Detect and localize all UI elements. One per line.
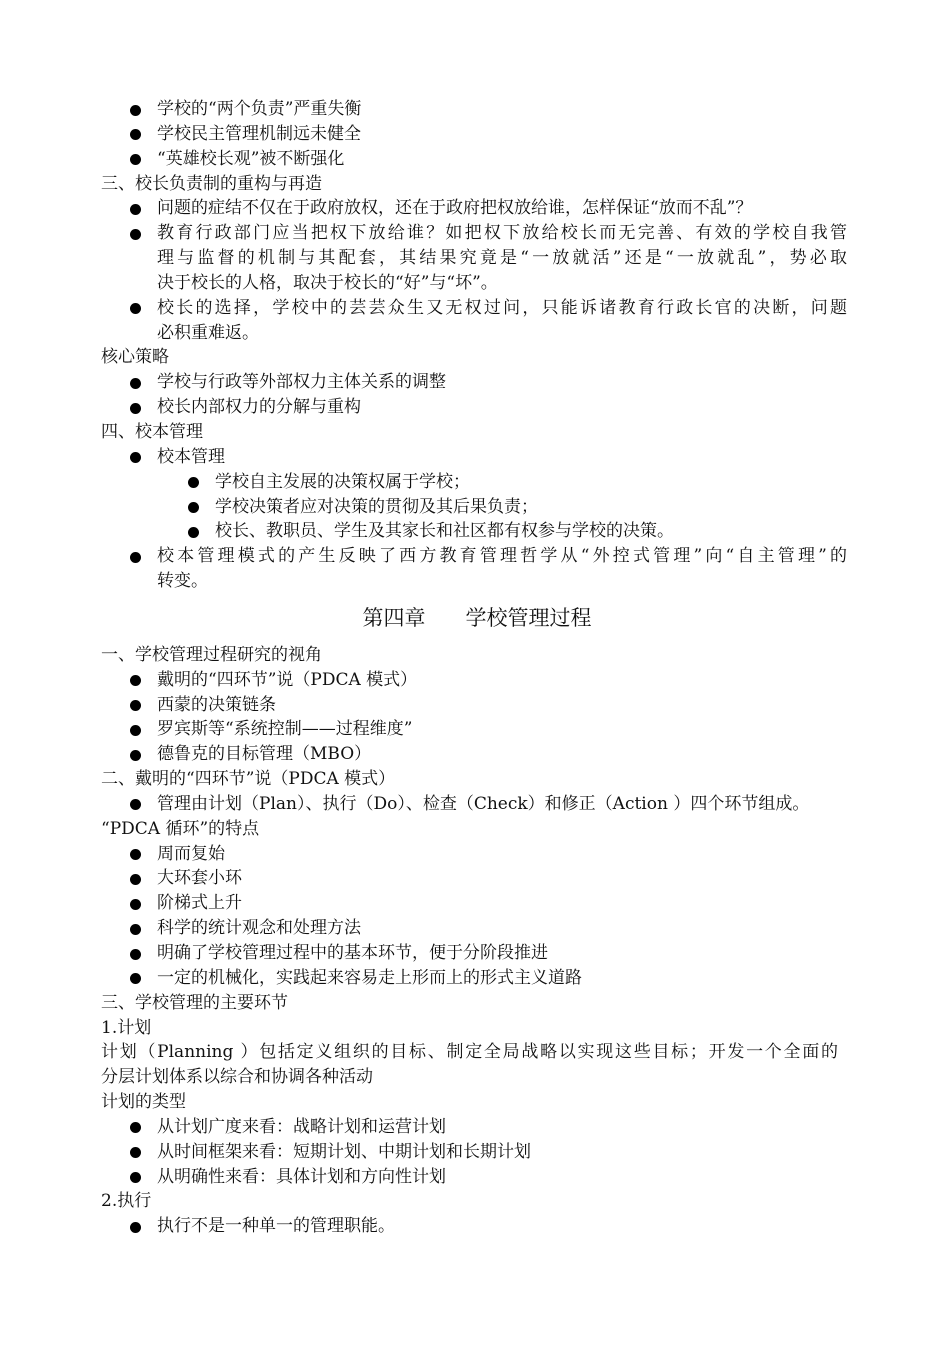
bullet-dot-icon — [130, 1122, 141, 1133]
bullet-dot-icon — [130, 949, 141, 960]
section-heading — [0, 767, 950, 792]
sub-heading — [0, 345, 950, 370]
bullet-item — [0, 370, 950, 395]
bullet-dot-icon — [130, 378, 141, 389]
bullet-item — [0, 1140, 950, 1165]
line-text: 三、学校管理的主要环节 — [101, 992, 288, 1013]
line-text: 阶梯式上升 — [157, 893, 242, 914]
bullet-dot-icon — [130, 1172, 141, 1183]
bullet-dot-icon — [188, 477, 199, 488]
line-text: 戴明的“四环节”说（PDCA 模式） — [157, 669, 418, 690]
line-text: 问题的症结不仅在于政府放权，还在于政府把权放给谁，怎样保证“放而不乱”？ — [157, 198, 753, 219]
bullet-item — [0, 395, 950, 420]
bullet-dot-icon — [130, 874, 141, 885]
bullet-dot-icon — [130, 675, 141, 686]
line-text: 学校民主管理机制远未健全 — [157, 123, 361, 144]
line-text: 科学的统计观念和处理方法 — [157, 918, 361, 939]
sub-heading — [0, 817, 950, 842]
line-text: “英雄校长观”被不断强化 — [157, 148, 345, 169]
sub-heading — [0, 1090, 950, 1115]
bullet-dot-icon — [130, 750, 141, 761]
section-heading — [0, 172, 950, 197]
nested-bullet-item — [0, 495, 950, 520]
bullet-dot-icon — [130, 403, 141, 414]
bullet-dot-icon — [130, 924, 141, 935]
bullet-dot-icon — [130, 1147, 141, 1158]
bullet-dot-icon — [130, 204, 141, 215]
nested-bullet-item — [0, 519, 950, 544]
continuation-line — [0, 246, 950, 271]
bullet-dot-icon — [130, 129, 141, 140]
line-text: “PDCA 循环”的特点 — [101, 818, 260, 839]
line-text: 计划的类型 — [101, 1092, 186, 1113]
chapter-title — [0, 594, 950, 643]
line-text: 一定的机械化，实践起来容易走上形而上的形式主义道路 — [157, 967, 582, 988]
line-text: 周而复始 — [157, 843, 225, 864]
continuation-line — [0, 569, 950, 594]
continuation-line — [0, 271, 950, 296]
sub-heading — [0, 1189, 950, 1214]
line-text: 理与监督的机制与其配套，其结果究竟是“一放就活”还是“一放就乱”，势必取 — [157, 248, 847, 269]
bullet-item — [0, 97, 950, 122]
bullet-item — [0, 966, 950, 991]
bullet-item — [0, 891, 950, 916]
bullet-item — [0, 916, 950, 941]
line-text: 计划（Planning ）包括定义组织的目标、制定全局战略以实现这些目标；开发一个全面的 — [101, 1042, 838, 1063]
line-text: 必积重难返。 — [157, 322, 259, 343]
line-text: 执行不是一种单一的管理职能。 — [157, 1216, 395, 1237]
line-text: 从计划广度来看：战略计划和运营计划 — [157, 1116, 446, 1137]
line-text: 校本管理模式的产生反映了西方教育管理哲学从“外控式管理”向“自主管理”的 — [157, 546, 847, 567]
bullet-dot-icon — [130, 452, 141, 463]
line-text: 学校与行政等外部权力主体关系的调整 — [157, 372, 446, 393]
document-page — [0, 97, 950, 1239]
line-text: 学校决策者应对决策的贯彻及其后果负责； — [215, 496, 538, 517]
line-text: 第四章 学校管理过程 — [362, 605, 592, 630]
bullet-dot-icon — [130, 154, 141, 165]
bullet-dot-icon — [130, 105, 141, 116]
line-text: 罗宾斯等“系统控制——过程维度” — [157, 719, 413, 740]
line-text: 学校自主发展的决策权属于学校； — [215, 471, 470, 492]
line-text: 管理由计划（Plan）、执行（Do）、检查（Check）和修正（Action ）四个环节组成。 — [157, 793, 810, 814]
line-text: 转变。 — [157, 571, 208, 592]
line-text: 教育行政部门应当把权下放给谁？如把权下放给校长而无完善、有效的学校自我管 — [157, 223, 847, 244]
line-text: 三、校长负责制的重构与再造 — [101, 173, 322, 194]
line-text: 校长内部权力的分解与重构 — [157, 397, 361, 418]
line-text: 四、校本管理 — [101, 421, 203, 442]
bullet-item — [0, 842, 950, 867]
bullet-item — [0, 296, 950, 321]
line-text: 明确了学校管理过程中的基本环节，便于分阶段推进 — [157, 943, 548, 963]
bullet-dot-icon — [130, 700, 141, 711]
bullet-dot-icon — [130, 303, 141, 314]
line-text: 2.执行 — [101, 1191, 152, 1212]
bullet-item — [0, 122, 950, 147]
line-text: 西蒙的决策链条 — [157, 694, 276, 715]
sub-heading — [0, 1016, 950, 1041]
bullet-item — [0, 1115, 950, 1140]
line-text: 校长的选择，学校中的芸芸众生又无权过问，只能诉诸教育行政长官的决断，问题 — [157, 297, 847, 318]
bullet-item — [0, 941, 950, 966]
bullet-dot-icon — [130, 1222, 141, 1233]
bullet-item — [0, 866, 950, 891]
line-text: 决于校长的人格，取决于校长的“好”与“坏”。 — [157, 272, 498, 293]
bullet-item — [0, 742, 950, 767]
bullet-item — [0, 717, 950, 742]
bullet-dot-icon — [188, 527, 199, 538]
bullet-dot-icon — [130, 229, 141, 240]
paragraph-line — [0, 1065, 950, 1090]
continuation-line — [0, 321, 950, 346]
section-heading — [0, 991, 950, 1016]
bullet-dot-icon — [130, 849, 141, 860]
line-text: 德鲁克的目标管理（MBO） — [157, 744, 372, 765]
bullet-item — [0, 196, 950, 221]
line-text: 从时间框架来看：短期计划、中期计划和长期计划 — [157, 1141, 531, 1162]
line-text: 一、学校管理过程研究的视角 — [101, 644, 322, 665]
bullet-item — [0, 1214, 950, 1239]
line-text: 核心策略 — [101, 347, 169, 368]
line-text: 1.计划 — [101, 1017, 152, 1038]
bullet-item — [0, 693, 950, 718]
line-text: 校长、教职员、学生及其家长和社区都有权参与学校的决策。 — [215, 521, 674, 542]
line-text: 大环套小环 — [157, 868, 242, 889]
bullet-item — [0, 544, 950, 569]
bullet-dot-icon — [130, 973, 141, 984]
bullet-dot-icon — [130, 899, 141, 910]
bullet-dot-icon — [130, 799, 141, 810]
bullet-item — [0, 792, 950, 817]
bullet-item — [0, 147, 950, 172]
bullet-item — [0, 221, 950, 246]
bullet-item — [0, 1165, 950, 1190]
bullet-dot-icon — [130, 552, 141, 563]
nested-bullet-item — [0, 470, 950, 495]
bullet-dot-icon — [130, 725, 141, 736]
section-heading — [0, 420, 950, 445]
bullet-item — [0, 445, 950, 470]
bullet-item — [0, 668, 950, 693]
line-text: 从明确性来看：具体计划和方向性计划 — [157, 1166, 446, 1187]
paragraph-line — [0, 1040, 950, 1065]
bullet-dot-icon — [188, 502, 199, 513]
line-text: 校本管理 — [157, 446, 225, 467]
section-heading — [0, 643, 950, 668]
line-text: 学校的“两个负责”严重失衡 — [157, 99, 362, 119]
line-text: 分层计划体系以综合和协调各种活动 — [101, 1067, 373, 1088]
line-text: 二、戴明的“四环节”说（PDCA 模式） — [101, 769, 396, 790]
